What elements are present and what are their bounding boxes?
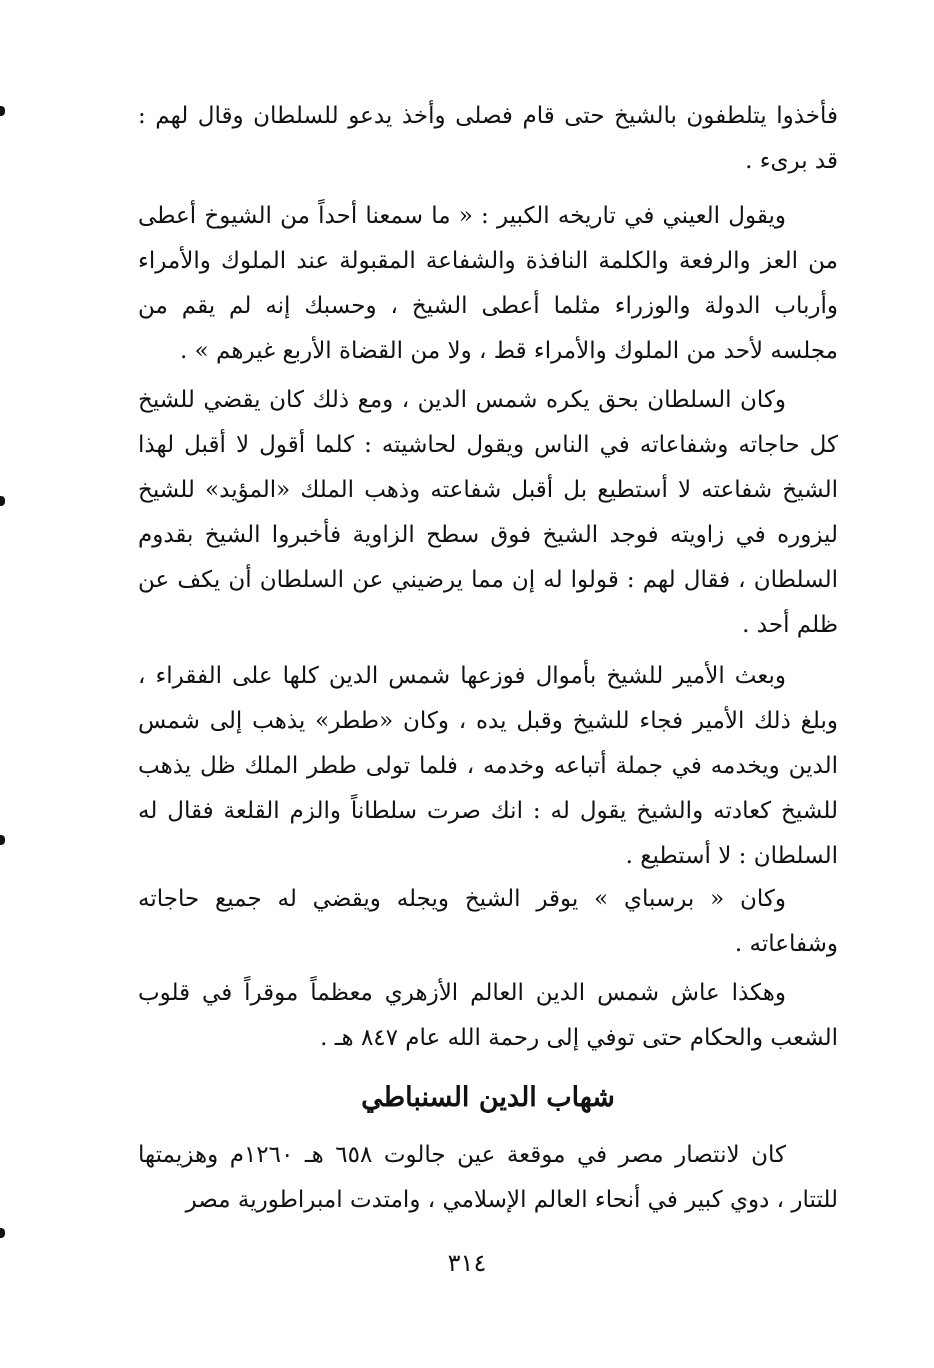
paragraph-continuation <box>138 94 838 184</box>
section-heading: شهاب الدين السنباطي <box>361 1082 615 1113</box>
paragraph-text: ويقول العيني في تاريخه الكبير : « ما سمعنا أحداً من الشيوخ أعطى من العز والرفعة والكلمة النافذة والشفاعة المقبولة عند الملوك والأمراء وأرباب الدولة والوزراء مثلما أعطى الشيخ ، وحسبك إنه لم يقم من مجلسه لأحد من الملوك والأمراء قط ، ولا من القضاة الأربع غيرهم » . <box>138 203 838 364</box>
paragraph-text: فأخذوا يتلطفون بالشيخ حتى قام فصلى وأخذ يدعو للسلطان وقال لهم : قد برىء . <box>138 103 838 174</box>
page-number: ٣١٤ <box>447 1249 487 1277</box>
paragraph-emir <box>138 654 838 879</box>
paragraph-death <box>138 971 838 1061</box>
paragraph-ain-jalut <box>138 1133 838 1223</box>
paragraph-sultan <box>138 378 838 648</box>
paragraph-text: وبعث الأمير للشيخ بأموال فوزعها شمس الدين كلها على الفقراء ، وبلغ ذلك الأمير فجاء للشيخ وقبل يده ، وكان «ططر» يذهب إلى شمس الدين ويخدمه في جملة أتباعه وخدمه ، فلما تولى ططر الملك ظل يذهب للشيخ كعادته والشيخ يقول له : انك صرت سلطاناً والزم القلعة فقال له السلطان : لا أستطيع . <box>138 663 838 869</box>
paragraph-text: وكان « برسباي » يوقر الشيخ ويجله ويقضي له جميع حاجاته وشفاعاته . <box>138 886 838 957</box>
margin-mark <box>0 106 5 116</box>
paragraph-text: وكان السلطان بحق يكره شمس الدين ، ومع ذلك كان يقضي للشيخ كل حاجاته وشفاعاته في الناس ويقول لحاشيته : كلما أقول لا أقبل لهذا الشيخ شفاعته لا أستطيع بل أقبل شفاعته وذهب الملك «المؤيد» للشيخ ليزوره في زاويته فوجد الشيخ فوق سطح الزاوية فأخبروا الشيخ بقدوم السلطان ، فقال لهم : قولوا له إن مما يرضيني عن السلطان أن يكف عن ظلم أحد . <box>138 387 838 638</box>
paragraph-text: كان لانتصار مصر في موقعة عين جالوت ٦٥٨ هـ ١٢٦٠م وهزيمتها للتتار ، دوي كبير في أنحاء العالم الإسلامي ، وامتدت امبراطورية مصر <box>138 1142 838 1213</box>
paragraph-barsbay <box>138 877 838 967</box>
margin-mark <box>0 835 5 845</box>
paragraph-text: وهكذا عاش شمس الدين العالم الأزهري معظماً موقراً في قلوب الشعب والحكام حتى توفي إلى رحمة الله عام ٨٤٧ هـ . <box>138 980 838 1051</box>
margin-mark <box>0 496 5 506</box>
paragraph-aini-quote <box>138 194 838 374</box>
margin-mark <box>0 1228 5 1238</box>
